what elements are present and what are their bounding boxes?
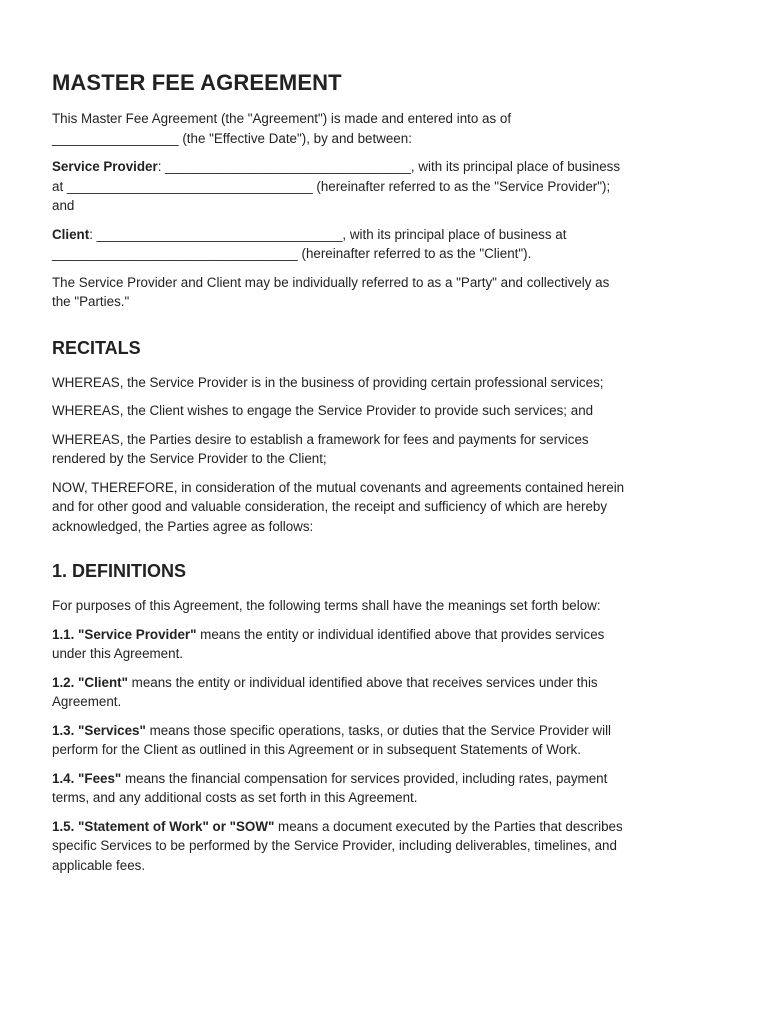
- parties-line-2: the "Parties.": [52, 294, 130, 309]
- definition-text-2: terms, and any additional costs as set forth in this Agreement.: [52, 790, 418, 805]
- client-text-1: : _________________________________, with its principal place of business at: [89, 226, 567, 242]
- definition-text-1: means those specific operations, tasks, or duties that the Service Provider will: [145, 722, 612, 738]
- service-provider-text-1: : _________________________________, with its principal place of business: [157, 159, 621, 174]
- recital-3: [52, 430, 730, 469]
- recital-3-line-2: rendered by the Service Provider to the Client;: [52, 451, 327, 466]
- client-text-2: _________________________________ (hereinafter referred to as the "Client").: [52, 246, 532, 261]
- definition-text-1: means the financial compensation for services provided, including rates, payment: [121, 770, 608, 786]
- definition-text-1: means the entity or individual identified above that provides services: [196, 626, 605, 642]
- definition-text-2: under this Agreement.: [52, 646, 184, 661]
- service-provider-text-3: and: [52, 198, 75, 213]
- intro-line-1: This Master Fee Agreement (the "Agreement") is made and entered into as of: [52, 111, 512, 126]
- definition-text-2: Agreement.: [52, 694, 122, 709]
- recital-4-line-2: and for other good and valuable consideration, the receipt and sufficiency of which are hereby: [52, 499, 608, 514]
- definition-1-4: [52, 769, 730, 808]
- definition-term: 1.1. "Service Provider": [52, 626, 197, 642]
- definition-text-3: applicable fees.: [52, 857, 146, 873]
- parties-paragraph: [52, 273, 730, 312]
- recital-1: WHEREAS, the Service Provider is in the business of providing certain professional services;: [52, 374, 604, 390]
- definition-1-5: [52, 817, 730, 876]
- parties-line-1: The Service Provider and Client may be individually referred to as a "Party" and collectively as: [52, 274, 610, 290]
- definition-text-2: perform for the Client as outlined in this Agreement or in subsequent Statements of Work.: [52, 742, 581, 757]
- recitals-heading: RECITALS: [52, 337, 141, 358]
- definition-text-2: specific Services to be performed by the Service Provider, including deliverables, timelines, and: [52, 838, 617, 853]
- recital-4: [52, 478, 730, 537]
- client-paragraph: [52, 225, 730, 264]
- definition-text-1: means the entity or individual identified above that receives services under this: [127, 674, 598, 690]
- definition-1-2: [52, 673, 730, 712]
- service-provider-text-2: at _________________________________ (hereinafter referred to as the "Service Provider");: [52, 178, 611, 194]
- definition-term: 1.3. "Services": [52, 722, 146, 738]
- recital-3-line-1: WHEREAS, the Parties desire to establish a framework for fees and payments for services: [52, 431, 589, 447]
- definition-1-1: [52, 625, 730, 664]
- client-label: Client: [52, 226, 90, 242]
- definition-term: 1.2. "Client": [52, 674, 128, 690]
- definitions-intro: For purposes of this Agreement, the following terms shall have the meanings set forth below:: [52, 598, 601, 613]
- definition-term: 1.4. "Fees": [52, 770, 122, 786]
- intro-line-2: _________________ (the "Effective Date"), by and between:: [52, 130, 412, 146]
- definition-term: 1.5. "Statement of Work" or "SOW": [52, 818, 275, 834]
- recital-4-line-3: acknowledged, the Parties agree as follows:: [52, 518, 314, 534]
- recital-4-line-1: NOW, THEREFORE, in consideration of the mutual covenants and agreements contained herein: [52, 479, 625, 495]
- recital-2: WHEREAS, the Client wishes to engage the Service Provider to provide such services; and: [52, 403, 594, 418]
- service-provider-label: Service Provider: [52, 159, 158, 174]
- service-provider-paragraph: [52, 157, 730, 216]
- definition-1-3: [52, 721, 730, 760]
- definitions-heading: 1. DEFINITIONS: [52, 561, 187, 581]
- definition-text-1: means a document executed by the Parties that describes: [274, 818, 623, 834]
- document-title: MASTER FEE AGREEMENT: [52, 70, 342, 95]
- intro-paragraph: [52, 109, 730, 148]
